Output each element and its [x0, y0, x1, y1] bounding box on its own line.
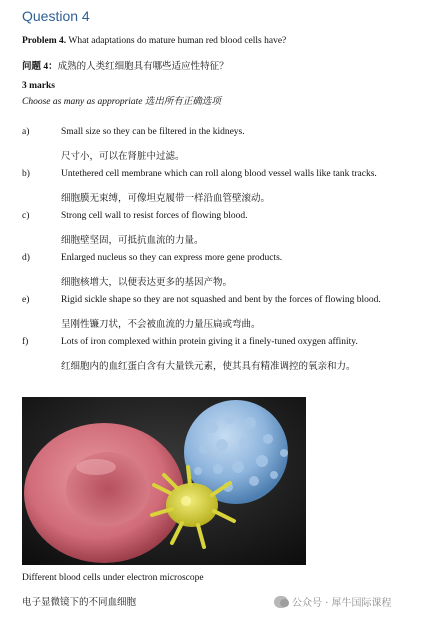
option-text-en: Rigid sickle shape so they are not squashed and bent by the forces of flowing blood. — [61, 295, 381, 305]
problem-cn-text: 成熟的人类红细胞具有哪些适应性特征？ — [57, 62, 229, 72]
option-text-en: Strong cell wall to resist forces of flowing blood. — [61, 211, 248, 221]
marks-label: 3 marks — [22, 81, 55, 91]
blood-cells-micrograph — [22, 397, 306, 565]
problem-cn-label: 问题 4： — [22, 62, 58, 72]
option-text-cn: 呈刚性镰刀状，不会被血流的力量压扁或弯曲。 — [61, 320, 261, 330]
wechat-icon — [274, 596, 288, 608]
figure-caption-cn: 电子显微镜下的不同血细胞 — [22, 598, 137, 608]
problem-statement-cn — [22, 58, 229, 72]
option-letter: b) — [22, 169, 30, 179]
problem-label: Problem 4. — [22, 36, 67, 46]
option-text-cn: 细胞膜无束缚，可像坦克履带一样沿血管壁滚动。 — [61, 194, 271, 204]
option-letter: d) — [22, 253, 30, 263]
option-text-cn: 尺寸小，可以在肾脏中过滤。 — [61, 152, 185, 162]
option-letter: a) — [22, 127, 30, 137]
watermark — [274, 594, 392, 609]
question-title: Question 4 — [22, 8, 90, 24]
option-letter: f) — [22, 337, 29, 347]
option-text-cn: 细胞核增大，以便表达更多的基因产物。 — [61, 278, 233, 288]
red-blood-cell — [24, 423, 184, 563]
watermark-text: 公众号 · 犀牛国际课程 — [292, 598, 392, 609]
option-text-en: Untethered cell membrane which can roll along blood vessel walls like tank tracks. — [61, 169, 377, 179]
option-text-cn: 细胞壁坚固，可抵抗血流的力量。 — [61, 236, 204, 246]
problem-statement — [22, 36, 286, 46]
option-letter: c) — [22, 211, 30, 221]
instruction: Choose as many as appropriate 选出所有正确选项 — [22, 97, 221, 107]
figure-caption: Different blood cells under electron microscope — [22, 573, 204, 583]
option-text-cn: 红细胞内的血红蛋白含有大量铁元素，使其具有精准调控的氧亲和力。 — [61, 362, 356, 372]
option-text-en: Enlarged nucleus so they can express more gene products. — [61, 253, 283, 263]
option-letter: e) — [22, 295, 30, 305]
option-text-en: Small size so they can be filtered in the kidneys. — [61, 127, 245, 137]
option-text-en: Lots of iron complexed within protein giving it a finely-tuned oxygen affinity. — [61, 337, 358, 347]
problem-text: What adaptations do mature human red blood cells have? — [66, 36, 287, 46]
